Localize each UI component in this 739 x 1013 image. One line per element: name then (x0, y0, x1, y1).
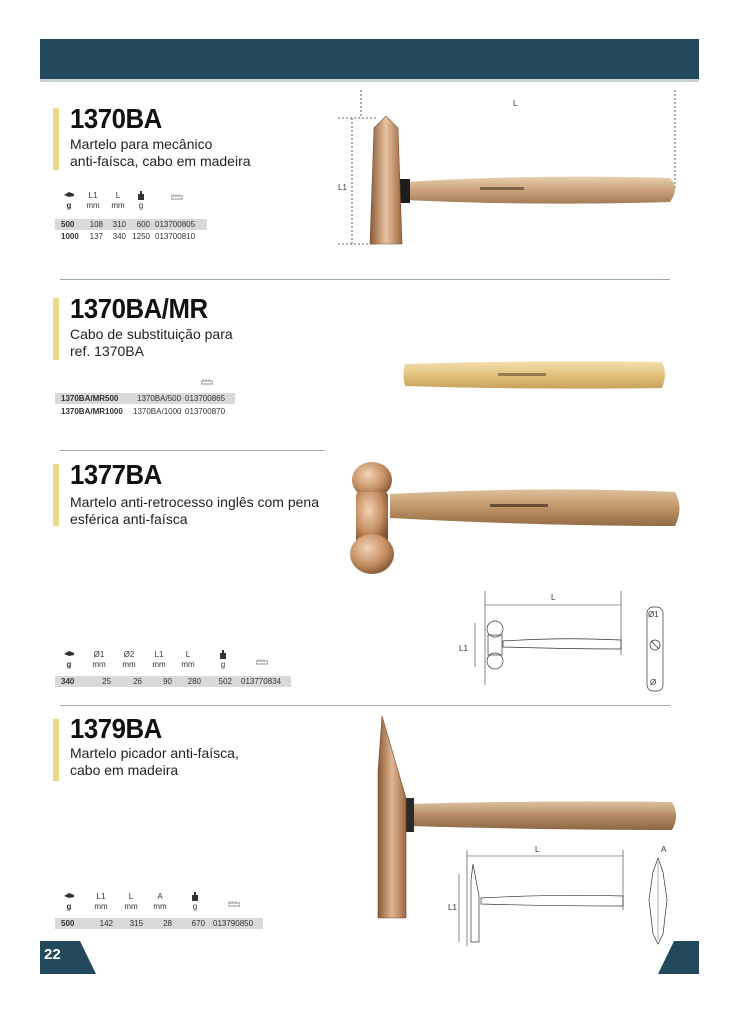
code-icon (170, 193, 184, 203)
table-row: 1000 137 340 1250 013700810 (61, 232, 196, 241)
product-description-line1: Martelo picador anti-faísca, (70, 745, 239, 761)
product-description-line2: anti-faísca, cabo em madeira (70, 153, 251, 169)
section-accent-bar (53, 298, 59, 360)
column-header: L (115, 191, 121, 200)
product-description-line2: ref. 1370BA (70, 343, 144, 359)
table-row: 1370BA/MR1000 1370BA/1000 013700870 (61, 407, 226, 416)
column-header: L1 (154, 650, 164, 659)
column-header: A (157, 892, 163, 901)
column-header: L1 (88, 191, 98, 200)
corner-tab (658, 941, 699, 974)
section-accent-bar (53, 464, 59, 526)
product-description-line1: Cabo de substituição para (70, 326, 233, 342)
table-row: 500 108 310 600 013700805 (55, 219, 207, 230)
section-divider (60, 705, 670, 706)
dimension-label-L1: L1 (448, 903, 457, 912)
spec-table: Ø1 Ø2 L1 L g mm mm mm mm g 340 25 26 90 280 502 013770834 (55, 650, 291, 690)
product-code: 1377BA (70, 459, 162, 490)
table-row: 500 142 315 28 670 013790850 (55, 918, 263, 929)
product-description-line1: Martelo anti-retrocesso inglês com pena (70, 494, 320, 510)
product-description-line2: esférica anti-faísca (70, 511, 188, 527)
column-header: Ø1 (93, 650, 105, 659)
unit-label: g (138, 201, 144, 210)
dimension-label-L: L (535, 845, 540, 854)
dimension-label-d: Ø (650, 678, 657, 687)
section-divider (60, 279, 670, 280)
dimension-label-L1: L1 (459, 644, 468, 653)
spec-table: L1 L A g mm mm mm g 500 142 315 28 670 013790850 (55, 892, 263, 932)
ball-pein-dimension-drawing (455, 585, 675, 695)
spec-table (55, 376, 235, 421)
mechanic-hammer-image (330, 88, 690, 258)
dimension-label-A: A (661, 845, 667, 854)
header-bar-shadow (40, 79, 699, 82)
unit-label: mm (111, 201, 125, 210)
product-code: 1379BA (70, 713, 162, 744)
product-code: 1370BA (70, 103, 162, 134)
page-number: 22 (44, 946, 61, 963)
section-divider (60, 450, 325, 451)
header-bar (40, 39, 699, 79)
code-icon (255, 658, 269, 668)
dimension-label-L: L (513, 99, 518, 108)
dimension-label-d1: Ø1 (648, 610, 659, 619)
product-description-line2: cabo em madeira (70, 762, 179, 778)
column-header: L (185, 650, 191, 659)
section-accent-bar (53, 108, 59, 170)
spec-table (55, 191, 207, 241)
column-header: Ø2 (123, 650, 135, 659)
unit-label: g (66, 201, 72, 210)
replacement-handle-image (400, 356, 670, 396)
table-row: 340 25 26 90 280 502 013770834 (55, 676, 291, 687)
table-row: 1370BA/MR500 1370BA/500 013700865 (55, 393, 235, 404)
code-icon (200, 378, 214, 388)
dimension-label-L1: L1 (338, 183, 347, 192)
code-icon (227, 900, 241, 910)
product-description-line1: Martelo para mecânico (70, 136, 213, 152)
ball-pein-hammer-image (340, 456, 685, 576)
column-header: L (128, 892, 134, 901)
chipping-hammer-dimension-drawing (445, 840, 680, 950)
column-header: L1 (96, 892, 106, 901)
section-accent-bar (53, 719, 59, 781)
dimension-label-L: L (551, 593, 556, 602)
product-code: 1370BA/MR (70, 293, 208, 324)
unit-label: mm (86, 201, 100, 210)
